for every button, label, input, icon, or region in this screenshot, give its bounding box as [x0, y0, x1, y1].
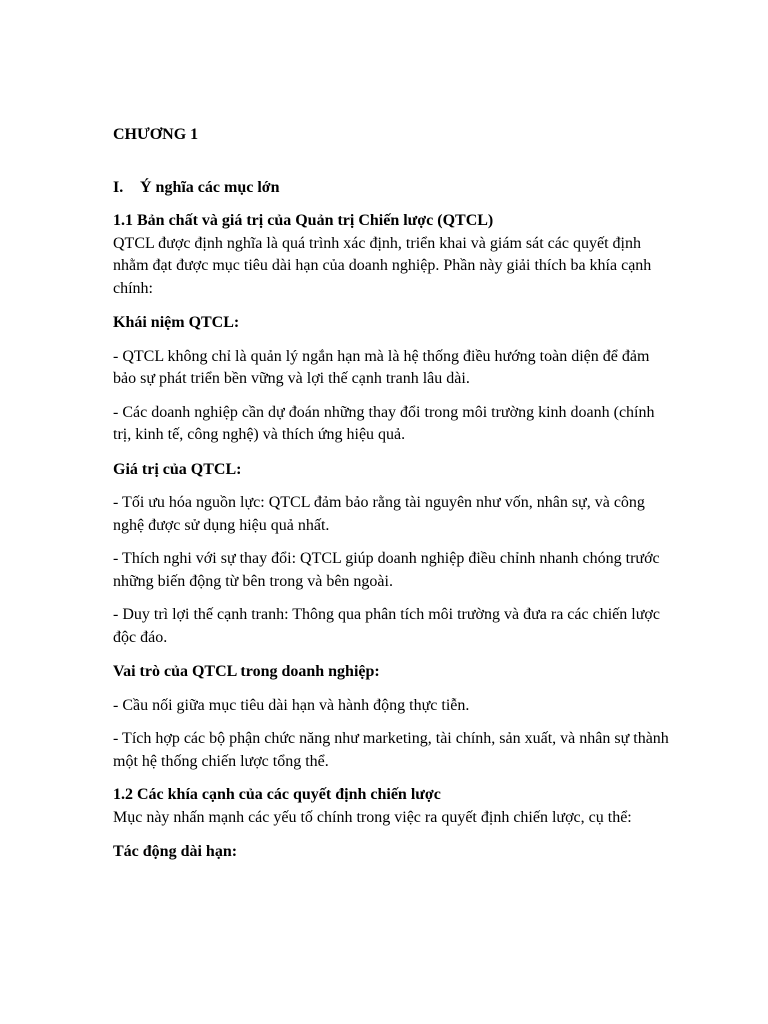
subsection-intro-1-1: QTCL được định nghĩa là quá trình xác định, triển khai và giám sát các quyết định nhằm đạt được mục tiêu dài hạn của doanh nghiệp. Phần này giải thích ba khía cạnh chính:: [113, 234, 652, 297]
role-heading: Vai trò của QTCL trong doanh nghiệp:: [113, 663, 380, 680]
value-heading: Giá trị của QTCL:: [113, 460, 242, 478]
document-body: [113, 210, 673, 864]
concept-item-2: - Các doanh nghiệp cần dự đoán những thay đổi trong môi trường kinh doanh (chính trị, kinh tế, công nghệ) và thích ứng hiệu quả.: [113, 403, 655, 443]
value-item-1: - Tối ưu hóa nguồn lực: QTCL đảm bảo rằng tài nguyên như vốn, nhân sự, và công nghệ được sử dụng hiệu quả nhất.: [113, 494, 645, 534]
long-term-heading: Tác động dài hạn:: [113, 843, 238, 860]
section-number: I.: [113, 179, 124, 196]
value-item-2: - Thích nghi với sự thay đổi: QTCL giúp doanh nghiệp điều chỉnh nhanh chóng trước những biến động từ bên trong và bên ngoài.: [113, 550, 660, 590]
subsection-heading-1-2: 1.2 Các khía cạnh của các quyết định chiến lược: [113, 786, 441, 803]
role-item-2: - Tích hợp các bộ phận chức năng như marketing, tài chính, sản xuất, và nhân sự thành một hệ thống chiến lược tổng thể.: [113, 730, 669, 770]
section-title-text: Ý nghĩa các mục lớn: [140, 179, 280, 196]
chapter-title: CHƯƠNG 1: [113, 126, 199, 143]
value-item-3: - Duy trì lợi thế cạnh tranh: Thông qua phân tích môi trường và đưa ra các chiến lược độc đáo.: [113, 606, 660, 646]
subsection-heading-1-1: 1.1 Bản chất và giá trị của Quản trị Chiến lược (QTCL): [113, 212, 494, 229]
concept-heading: Khái niệm QTCL:: [113, 314, 240, 331]
concept-item-1: - QTCL không chỉ là quản lý ngắn hạn mà là hệ thống điều hướng toàn diện để đảm bảo sự phát triển bền vững và lợi thế cạnh tranh lâu dài.: [113, 347, 650, 387]
role-item-1: - Cầu nối giữa mục tiêu dài hạn và hành động thực tiễn.: [113, 696, 470, 714]
section-heading: [113, 177, 280, 199]
subsection-intro-1-2: Mục này nhấn mạnh các yếu tố chính trong việc ra quyết định chiến lược, cụ thể:: [113, 808, 632, 826]
